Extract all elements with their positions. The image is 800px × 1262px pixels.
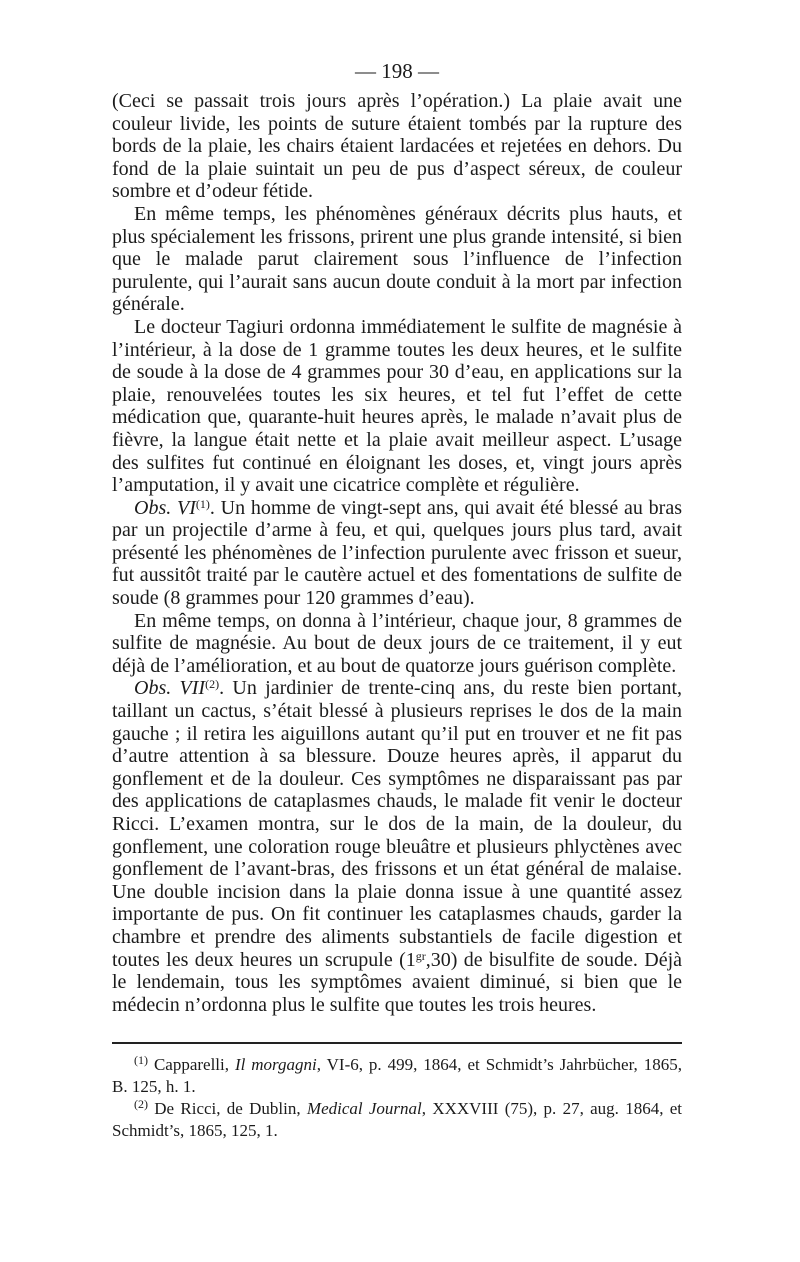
footnote-1-mark: (1) xyxy=(134,1053,148,1068)
footnote-divider xyxy=(112,1042,682,1044)
obs-vii-text-b: ,30) de bisulfite de soude. Déjà le lendemain, tous les symptômes avaient diminué, si bien que le médecin n’ordonna plus le sulfite que toutes les trois heures. xyxy=(112,948,683,1016)
book-page xyxy=(112,58,682,1142)
obs-vi-text: . Un homme de vingt-sept ans, qui avait été blessé au bras par un projectile d’arme à feu, et qui, quelques jours plus tard, avait présenté les phénomènes de l’infection purulente avec frisson et sueur, fut aussitôt traité par le cautère actuel et des fomentations de sulfite de soude (8 grammes pour 120 grammes d’eau). xyxy=(112,496,682,610)
obs-vii-label: Obs. VII xyxy=(134,677,206,700)
footnote-ref-2: (2) xyxy=(205,677,220,692)
footnote-2 xyxy=(112,1098,682,1142)
paragraph-3: Le docteur Tagiuri ordonna immédiatement le sulfite de magnésie à l’intérieur, à la dose de 1 gramme toutes les deux heures, et le sulfite de soude à la dose de 4 grammes pour 30 d’eau, en applications sur la plaie, renouvelées toutes les six heures, et tel fut l’effet de cette médication que, quarante-huit heures après, le malade n’avait plus de fièvre, la langue était nette et la plaie avait meilleur aspect. L’usage des sulfites fut continué en éloignant les doses, et, vingt jours après l’amputation, il y avait une cicatrice complète et régulière. xyxy=(112,315,682,497)
paragraph-1: (Ceci se passait trois jours après l’opération.) La plaie avait une couleur livide, les points de suture étaient tombés par la rupture des bords de la plaie, les chairs étaient lardacées et rejetées en dehors. Du fond de la plaie suintait un peu de pus d’aspect séreux, de couleur sombre et d’odeur fétide. xyxy=(112,90,682,203)
footnote-2-text-a: De Ricci, de Dublin, xyxy=(148,1099,307,1119)
footnote-2-mark: (2) xyxy=(134,1097,148,1112)
footnote-2-journal: Medical Journal xyxy=(306,1099,422,1119)
footnote-1-journal: Il morgagni xyxy=(234,1055,317,1075)
unit-superscript: gr xyxy=(415,948,426,963)
paragraph-2: En même temps, les phénomènes généraux décrits plus hauts, et plus spécialement les frissons, prirent une plus grande intensité, si bien que le malade parut clairement sous l’influence de l’infection purulente, qui l’aurait sans aucun doute conduit à la mort par infection générale. xyxy=(112,202,682,316)
obs-vii-text-a: . Un jardinier de trente-cinq ans, du reste bien portant, taillant un cactus, s’était blessé à plusieurs reprises le dos de la main gauche ; il retira les aiguillons autant qu’il put en trouver et ne fit pas d’autre attention à sa blessure. Douze heures après, il apparut du gonflement et de la douleur. Ces symptômes ne disparaissant pas par des applications de cataplasmes chauds, le malade fit venir le docteur Ricci. L’examen montra, sur le dos de la main, de la douleur, du gonflement, une coloration rouge bleuâtre et plusieurs phlyctènes avec gonflement de l’avant-bras, des frissons et un état général de malaise. Une double incision dans la plaie donna issue à une quantité assez importante de pus. On fit continuer les cataplasmes chauds, garder la chambre et prendre des aliments substantiels de facile digestion et toutes les deux heures un scrupule (1 xyxy=(112,677,683,971)
paragraph-obs-vii xyxy=(112,677,682,1016)
footnote-1-text-a: Capparelli, xyxy=(148,1055,235,1075)
body-text xyxy=(112,90,682,1016)
footnote-1-text-b: , VI-6, p. 499, 1864, et Schmidt’s Jahrbücher, 1865, B. 125, h. 1. xyxy=(112,1055,682,1097)
paragraph-obs-vi xyxy=(112,497,682,610)
page-number: — 198 — xyxy=(355,59,439,83)
paragraph-5: En même temps, on donna à l’intérieur, chaque jour, 8 grammes de sulfite de magnésie. Au bout de deux jours de ce traitement, il y eut déjà de l’amélioration, et au bout de quatorze jours guérison complète. xyxy=(112,609,682,677)
footnotes xyxy=(112,1054,682,1142)
obs-vi-label: Obs. VI xyxy=(134,496,196,519)
footnote-2-text-b: , XXXVIII (75), p. 27, aug. 1864, et Schmidt’s, 1865, 125, 1. xyxy=(112,1099,683,1141)
footnote-ref-1: (1) xyxy=(195,496,210,511)
footnote-1 xyxy=(112,1054,682,1098)
